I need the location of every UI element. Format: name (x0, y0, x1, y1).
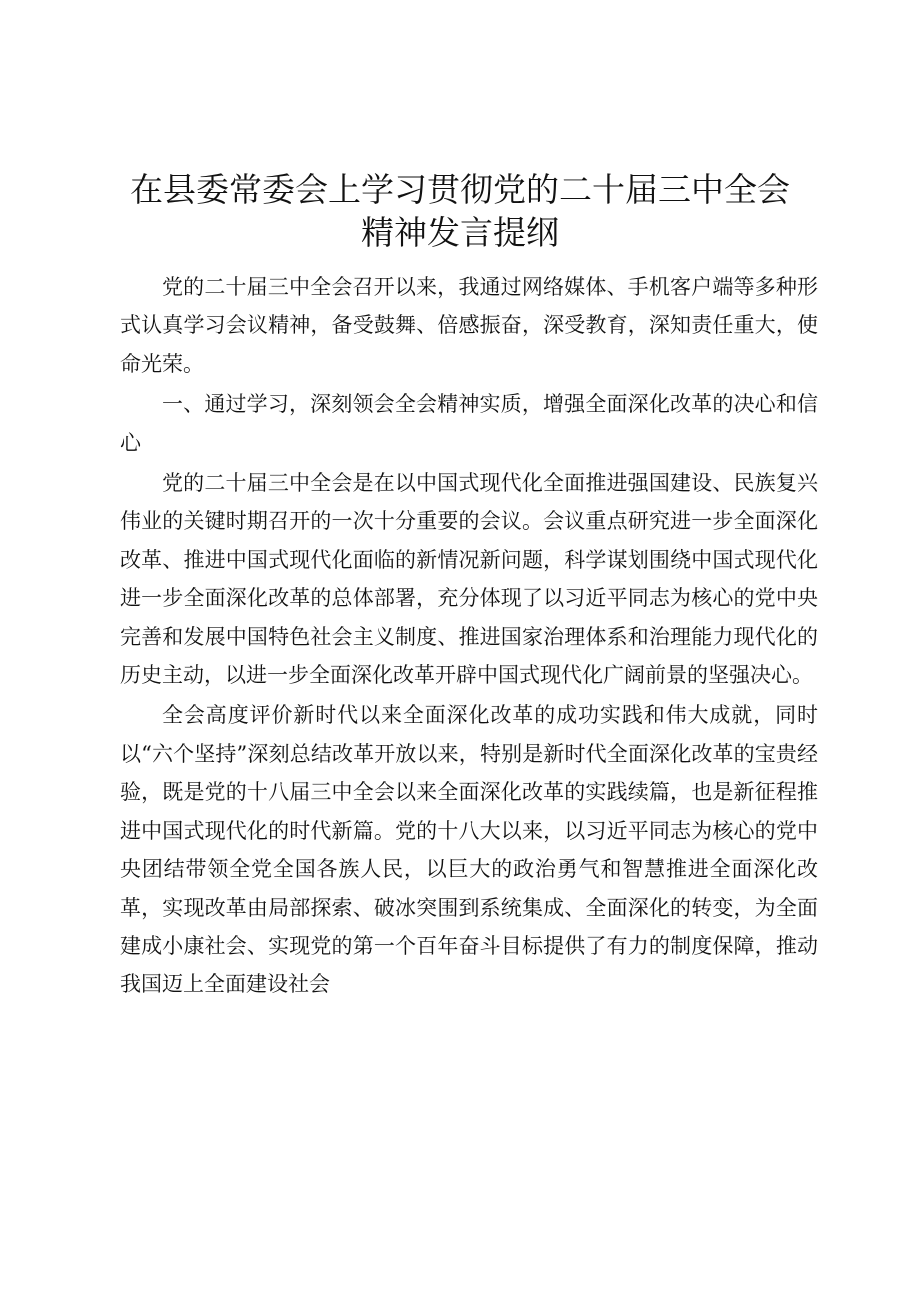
document-body (120, 268, 818, 1004)
paragraph-2: 党的二十届三中全会是在以中国式现代化全面推进强国建设、民族复兴伟业的关键时期召开的一次十分重要的会议。会议重点研究进一步全面深化改革、推进中国式现代化面临的新情况新问题，科学谋划围绕中国式现代化进一步全面深化改革的总体部署，充分体现了以习近平同志为核心的党中央完善和发展中国特色社会主义制度、推进国家治理体系和治理能力现代化的历史主动，以进一步全面深化改革开辟中国式现代化广阔前景的坚强决心。 (120, 471, 818, 688)
title-line-1: 在县委常委会上学习贯彻党的二十届三中全会 (130, 170, 790, 209)
document-title (100, 168, 820, 254)
paragraph-intro: 党的二十届三中全会召开以来，我通过网络媒体、手机客户端等多种形式认真学习会议精神，备受鼓舞、倍感振奋，深受教育，深知责任重大，使命光荣。 (120, 275, 818, 376)
section-heading-1: 一、通过学习，深刻领会全会精神实质，增强全面深化改革的决心和信心 (120, 392, 818, 455)
paragraph-3: 全会高度评价新时代以来全面深化改革的成功实践和伟大成就，同时以“六个坚持”深刻总结改革开放以来，特别是新时代全面深化改革的宝贵经验，既是党的十八届三中全会以来全面深化改革的实践续篇，也是新征程推进中国式现代化的时代新篇。党的十八大以来，以习近平同志为核心的党中央团结带领全党全国各族人民，以巨大的政治勇气和智慧推进全面深化改革，实现改革由局部探索、破冰突围到系统集成、全面深化的转变，为全面建成小康社会、实现党的第一个百年奋斗目标提供了有力的制度保障，推动我国迈上全面建设社会 (120, 703, 818, 997)
title-line-2: 精神发言提纲 (361, 213, 559, 252)
